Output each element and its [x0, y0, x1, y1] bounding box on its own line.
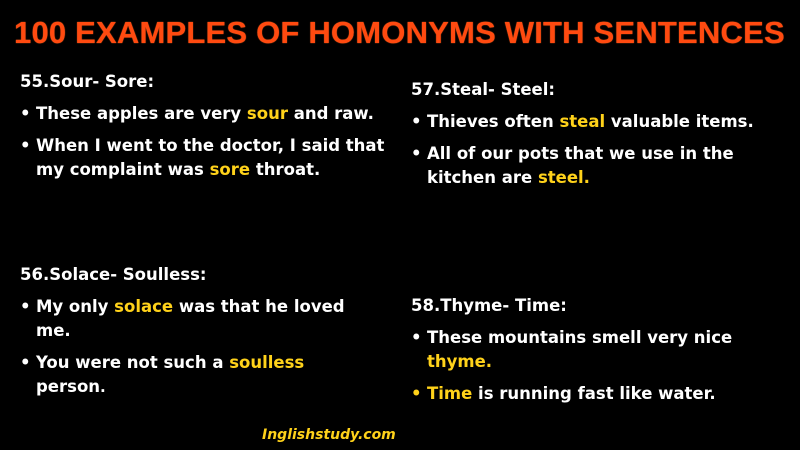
footer-website: Inglishstudy.com [262, 427, 396, 443]
section-heading: 58.Thyme- Time: [411, 296, 567, 315]
section-55 [20, 70, 390, 190]
example-sentence: • These mountains smell very nice thyme. [411, 326, 781, 374]
example-sentence: • Thieves often steal valuable items. [411, 110, 781, 134]
section-heading: 56.Solace- Soulless: [20, 265, 207, 284]
example-sentence: • You were not such a soulless person. [20, 351, 375, 399]
example-sentence: • All of our pots that we use in the kitchen are steel. [411, 142, 781, 190]
section-58 [411, 294, 781, 414]
example-sentence: • These apples are very sour and raw. [20, 102, 390, 126]
homonym-word: steel. [537, 168, 590, 187]
example-sentence: • When I went to the doctor, I said that my complaint was sore throat. [20, 134, 390, 182]
example-list [411, 110, 781, 190]
homonym-word: steal [559, 112, 606, 131]
example-sentence: • Time is running fast like water. [411, 382, 781, 406]
example-list [411, 326, 781, 406]
homonym-word: sore [209, 160, 251, 179]
section-57 [411, 78, 781, 198]
homonym-word: Time [427, 384, 473, 403]
example-list [20, 295, 375, 399]
homonym-word: solace [114, 297, 174, 316]
example-list [20, 102, 390, 182]
homonym-word: sour [246, 104, 288, 123]
section-heading: 55.Sour- Sore: [20, 72, 155, 91]
section-56 [20, 263, 375, 407]
section-heading: 57.Steal- Steel: [411, 80, 555, 99]
homonym-word: thyme. [427, 352, 493, 371]
example-sentence: • My only solace was that he loved me. [20, 295, 375, 343]
homonym-word: soulless [229, 353, 305, 372]
slide-title: 100 EXAMPLES OF HOMONYMS WITH SENTENCES [14, 15, 785, 50]
